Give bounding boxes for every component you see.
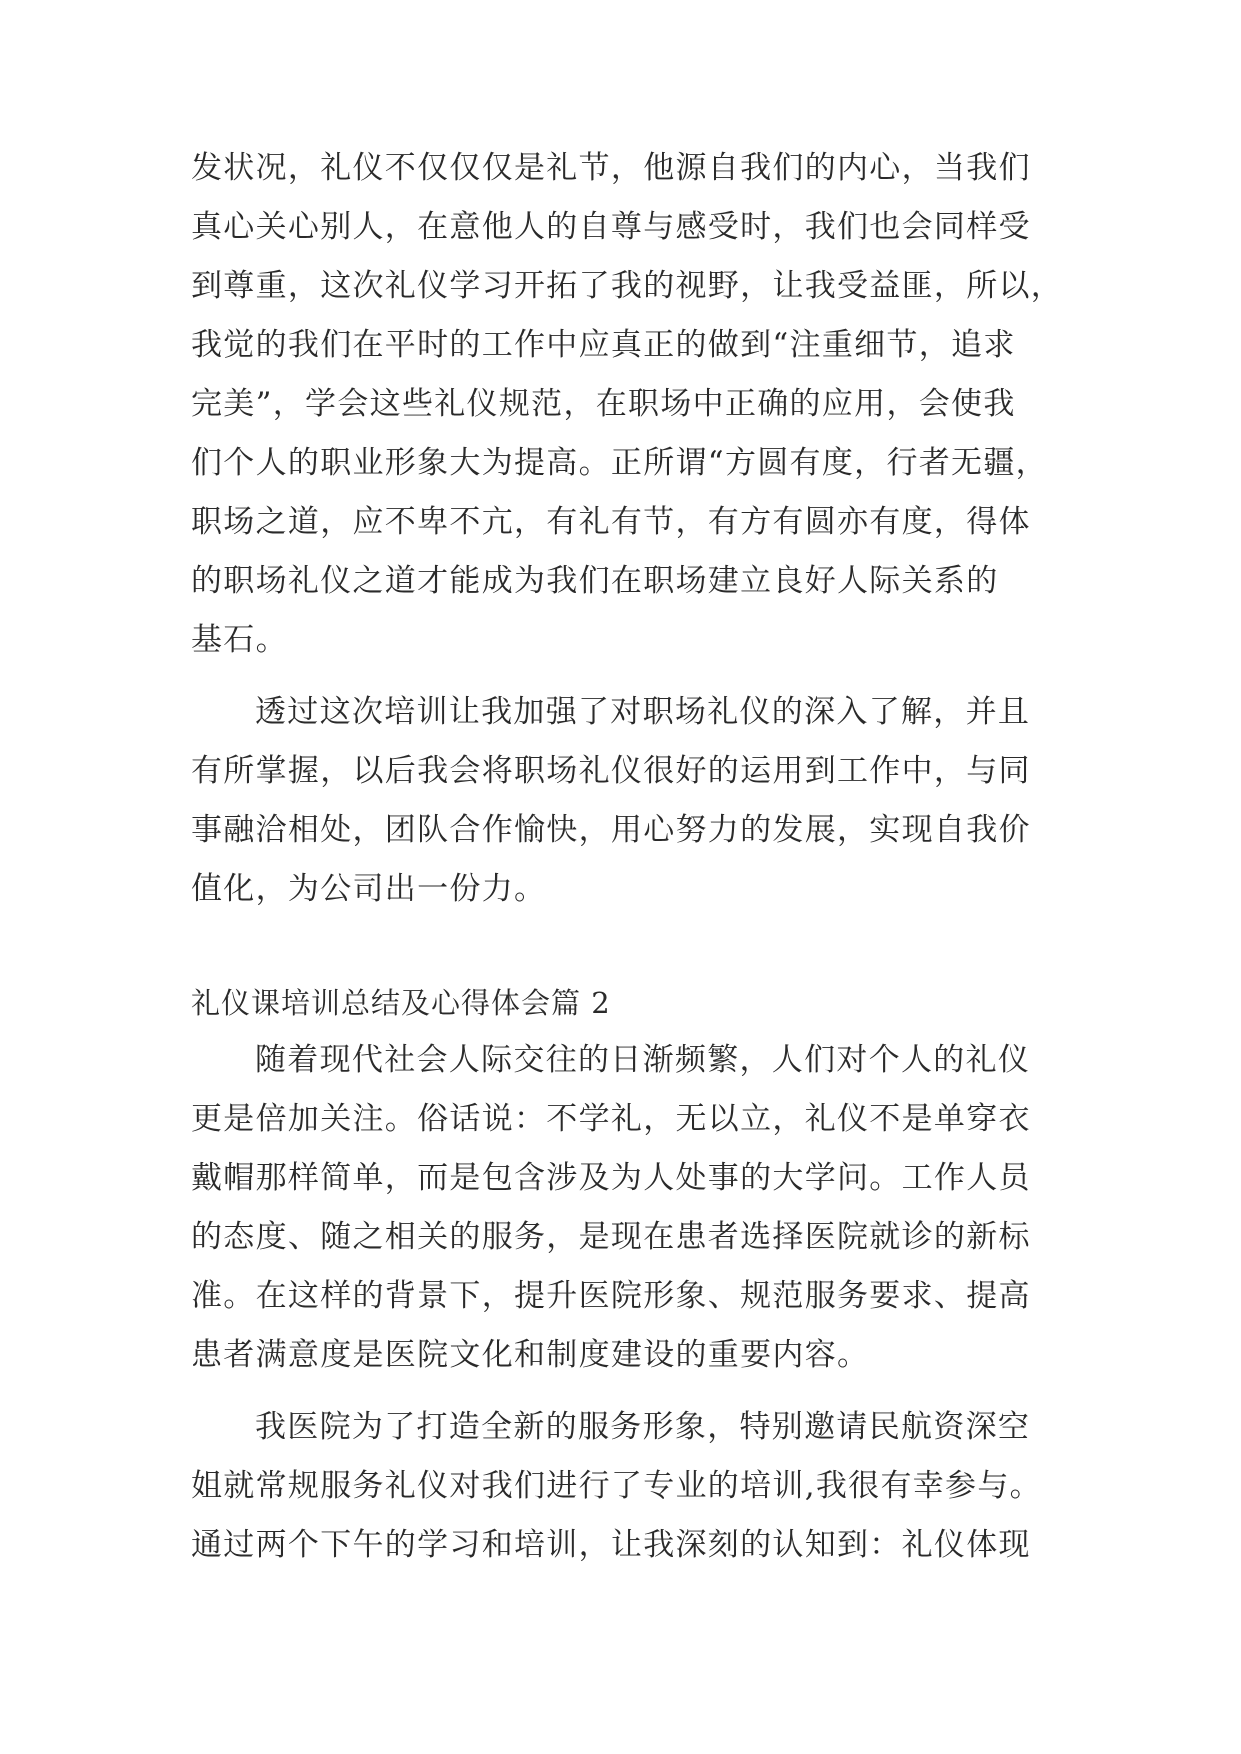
paragraph-line: 我觉的我们在平时的工作中应真正的做到“注重细节，追求: [191, 327, 1016, 363]
paragraph-line: 完美”，学会这些礼仪规范，在职场中正确的应用，会使我: [191, 386, 1016, 422]
paragraph-line: 有所掌握，以后我会将职场礼仪很好的运用到工作中，与同: [191, 753, 1031, 789]
paragraph-line: 的职场礼仪之道才能成为我们在职场建立良好人际关系的: [191, 563, 999, 599]
paragraph-line: 姐就常规服务礼仪对我们进行了专业的培训,我很有幸参与。: [191, 1468, 1042, 1504]
paragraph-line: 到尊重，这次礼仪学习开拓了我的视野，让我受益匪，所以，: [191, 268, 1064, 304]
paragraph-line: 值化，为公司出一份力。: [191, 871, 547, 907]
paragraph-line: 职场之道，应不卑不亢，有礼有节，有方有圆亦有度，得体: [191, 504, 1031, 540]
paragraph-line: 基石。: [191, 622, 288, 658]
paragraph-line: 患者满意度是医院文化和制度建设的重要内容。: [191, 1337, 870, 1373]
paragraph-line: 通过两个下午的学习和培训，让我深刻的认知到：礼仪体现: [191, 1527, 1031, 1563]
paragraph-line: 随着现代社会人际交往的日渐频繁，人们对个人的礼仪: [255, 1042, 1031, 1078]
paragraph-line: 更是倍加关注。俗话说：不学礼，无以立，礼仪不是单穿衣: [191, 1101, 1031, 1137]
section-heading: 礼仪课培训总结及心得体会篇 2: [191, 986, 611, 1020]
paragraph-line: 透过这次培训让我加强了对职场礼仪的深入了解，并且: [255, 694, 1031, 730]
paragraph-line: 准。在这样的背景下，提升医院形象、规范服务要求、提高: [191, 1278, 1031, 1314]
paragraph-line: 戴帽那样简单，而是包含涉及为人处事的大学问。工作人员: [191, 1160, 1031, 1196]
paragraph-line: 发状况，礼仪不仅仅仅是礼节，他源自我们的内心，当我们: [191, 150, 1031, 186]
paragraph-line: 的态度、随之相关的服务，是现在患者选择医院就诊的新标: [191, 1219, 1031, 1255]
paragraph-line: 我医院为了打造全新的服务形象，特别邀请民航资深空: [255, 1409, 1031, 1445]
paragraph-line: 真心关心别人，在意他人的自尊与感受时，我们也会同样受: [191, 209, 1031, 245]
paragraph-line: 们个人的职业形象大为提高。正所谓“方圆有度，行者无疆，: [191, 445, 1048, 481]
paragraph-line: 事融洽相处，团队合作愉快，用心努力的发展，实现自我价: [191, 812, 1031, 848]
